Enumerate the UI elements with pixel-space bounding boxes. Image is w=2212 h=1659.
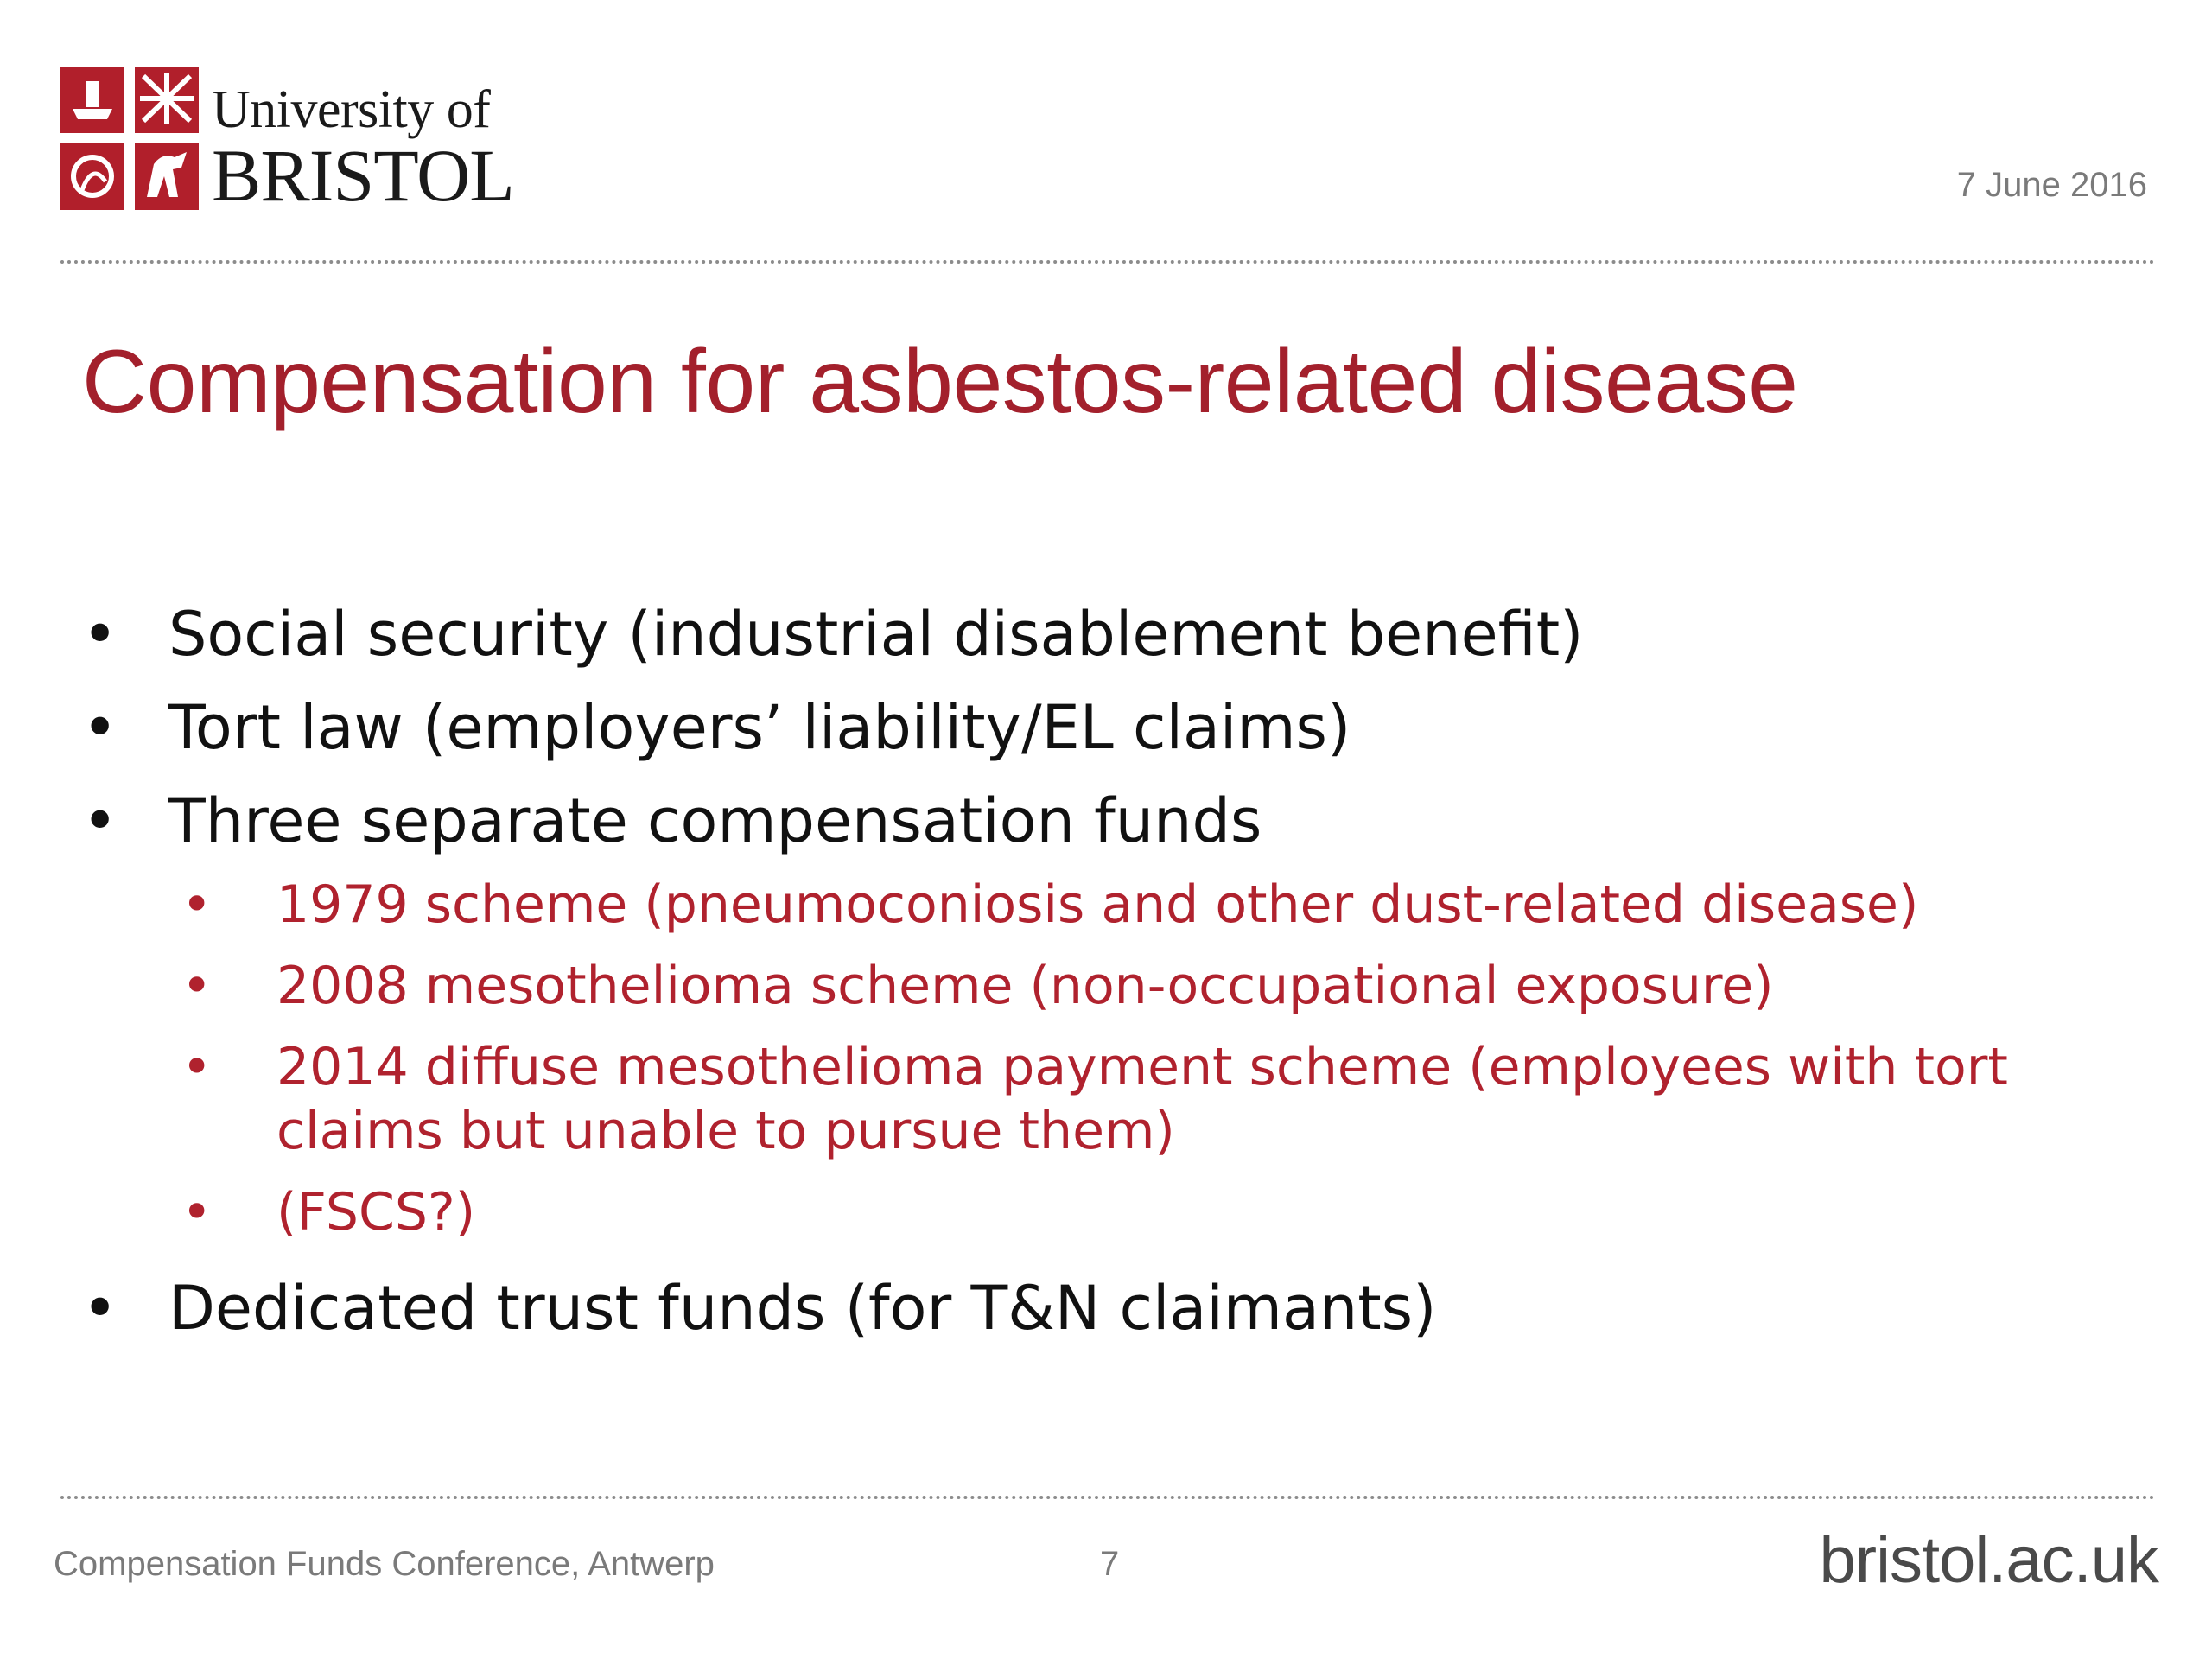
bullet-item — [82, 1262, 2156, 1355]
sub-bullet-text: 2014 diffuse mesothelioma payment scheme (employees with tort claims but unable to pursue them) — [276, 1037, 2008, 1161]
sub-bullet-marker: • — [181, 1182, 213, 1243]
footer-url: bristol.ac.uk — [1819, 1523, 2158, 1597]
header-divider — [60, 260, 2156, 264]
bullet-marker: • — [82, 692, 118, 763]
sub-bullet-text: (FSCS?) — [276, 1182, 476, 1243]
bullet-item — [82, 774, 2156, 868]
logo-line-bristol: BRISTOL — [212, 134, 514, 217]
sub-bullet-item — [181, 1180, 2156, 1244]
bullet-list — [82, 588, 2156, 1355]
slide-date: 7 June 2016 — [1956, 166, 2147, 204]
slide-title: Compensation for asbestos-related disease — [82, 332, 1798, 432]
page-number: 7 — [1100, 1545, 1120, 1583]
sub-bullet-item — [181, 873, 2156, 937]
sub-bullet-group — [82, 873, 2156, 1244]
bullet-marker: • — [82, 1273, 118, 1344]
footer-divider — [60, 1496, 2156, 1499]
sub-bullet-list — [82, 873, 2156, 1244]
sub-bullet-text: 2008 mesothelioma scheme (non-occupational exposure) — [276, 956, 1774, 1016]
sub-bullet-marker: • — [181, 956, 213, 1016]
bullet-text: Dedicated trust funds (for T&N claimants) — [168, 1273, 1437, 1344]
university-crest-icon — [60, 67, 199, 210]
sub-bullet-marker: • — [181, 874, 213, 935]
sub-bullet-item — [181, 1035, 2156, 1163]
logo-line-university: University of — [212, 80, 491, 139]
sub-bullet-text: 1979 scheme (pneumoconiosis and other dust-related disease) — [276, 874, 1919, 935]
bullet-text: Three separate compensation funds — [168, 785, 1262, 856]
bullet-text: Social security (industrial disablement benefit) — [168, 599, 1584, 670]
footer-event: Compensation Funds Conference, Antwerp — [54, 1545, 715, 1583]
sub-bullet-marker: • — [181, 1037, 213, 1097]
bullet-marker: • — [82, 599, 118, 670]
sub-bullet-item — [181, 954, 2156, 1018]
bullet-item — [82, 681, 2156, 774]
bullet-marker: • — [82, 785, 118, 856]
university-logo — [60, 67, 544, 217]
bullet-item — [82, 588, 2156, 681]
bullet-text: Tort law (employers’ liability/EL claims) — [168, 692, 1351, 763]
